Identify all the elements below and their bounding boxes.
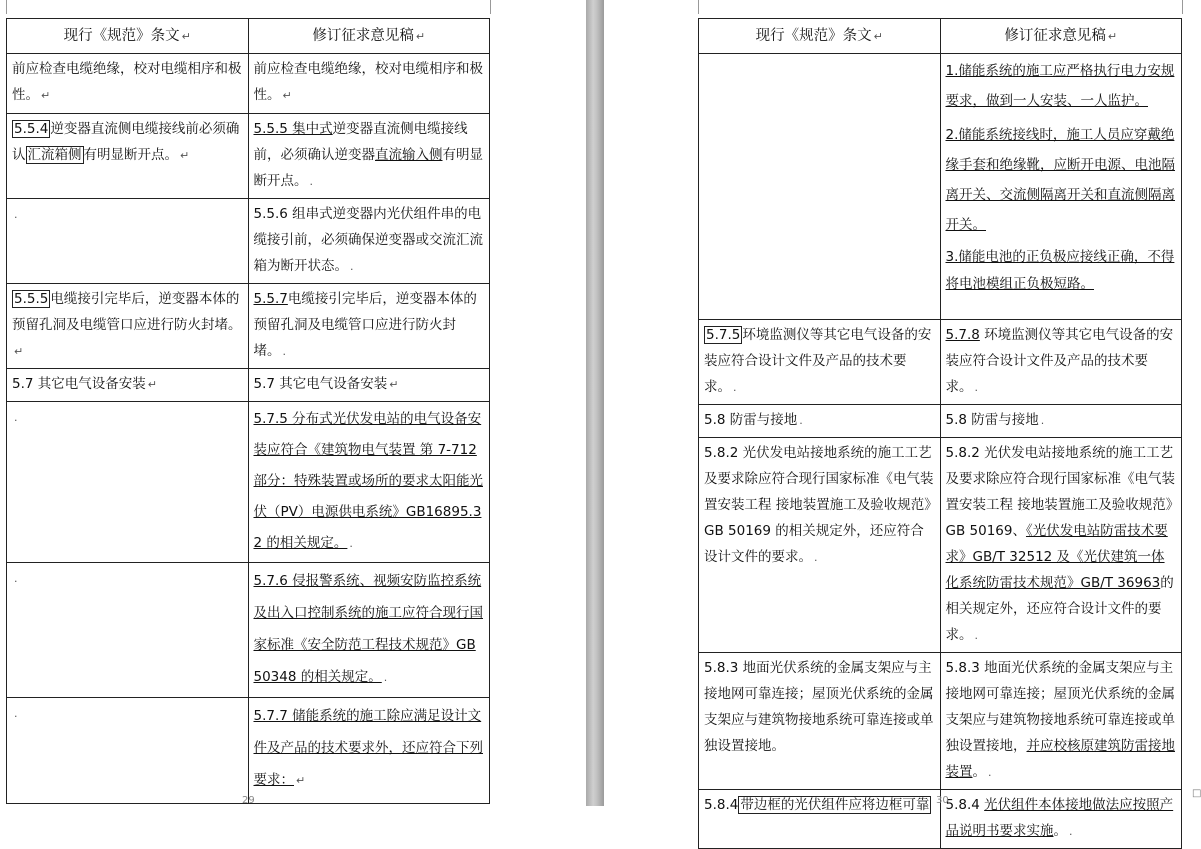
table-row	[699, 438, 1182, 653]
page-number: 30	[936, 795, 949, 806]
header-revision-draft: 修订征求意见稿 ↵	[940, 19, 1182, 54]
table-row	[7, 284, 490, 369]
table-cell: 5.7.7 储能系统的施工除应满足设计文件及产品的技术要求外，还应符合下列要求： ↵	[248, 698, 490, 804]
table-row	[7, 402, 490, 563]
table-cell: 5.7 其它电气设备安装 ↵	[7, 369, 249, 402]
table-cell: .	[7, 199, 249, 284]
comparison-table-left	[6, 18, 490, 804]
clause-number: 5.5.4	[14, 121, 49, 137]
table-row	[7, 369, 490, 402]
header-revision-draft: 修订征求意见稿 ↵	[248, 19, 490, 54]
table-cell: 5.8.3 地面光伏系统的金属支架应与主接地网可靠连接；屋顶光伏系统的金属支架应与建筑物接地系统可靠连接或单独设置接地。	[699, 653, 941, 790]
table-header-row	[699, 19, 1182, 54]
list-item: 1.储能系统的施工应严格执行电力安规要求，做到一人安装、一人监护。	[945, 63, 1175, 109]
table-cell: 5.8.3 地面光伏系统的金属支架应与主接地网可靠连接；屋顶光伏系统的金属支架应与建筑物接地系统可靠连接或单独设置接地，并应校核原建筑防雷接地装置。 .	[940, 653, 1182, 790]
table-cell: 5.8.4 光伏组件本体接地做法应按照产品说明书要求实施。 .	[940, 790, 1182, 849]
table-cell: 5.7 其它电气设备安装 ↵	[248, 369, 490, 402]
table-cell	[940, 54, 1182, 320]
page-edge	[1182, 0, 1183, 14]
table-cell: .	[7, 563, 249, 698]
table-cell: 5.5.6 组串式逆变器内光伏组件串的电缆接引前，必须确保逆变器或交流汇流箱为断开状态。 .	[248, 199, 490, 284]
table-cell	[699, 54, 941, 320]
table-row	[699, 405, 1182, 438]
page-edge	[6, 0, 7, 14]
table-cell: 5.5.5 电缆接引完毕后，逆变器本体的预留孔洞及电缆管口应进行防火封堵。↵	[7, 284, 249, 369]
header-current-clause: 现行《规范》条文 ↵	[7, 19, 249, 54]
page-edge	[698, 0, 699, 14]
table-cell: 5.8.2 光伏发电站接地系统的施工工艺及要求除应符合现行国家标准《电气装置安装工程 接地装置施工及验收规范》GB 50169、《光伏发电站防雷技术要求》GB/T 32512 及《光伏建筑一体化系统防雷技术规范》GB/T 36963的相关规定外，还应符合设计文件的要求。 .	[940, 438, 1182, 653]
table-cell: 5.8 防雷与接地 .	[940, 405, 1182, 438]
table-cell: 5.7.5 环境监测仪等其它电气设备的安装应符合设计文件及产品的技术要求。 .	[699, 320, 941, 405]
table-cell: .	[7, 402, 249, 563]
comparison-table-right	[698, 18, 1182, 849]
table-cell: 5.5.7电缆接引完毕后，逆变器本体的预留孔洞及电缆管口应进行防火封堵。 .	[248, 284, 490, 369]
clause-number: 5.5.5	[14, 291, 49, 307]
table-row	[7, 698, 490, 804]
table-row	[699, 54, 1182, 320]
page-gutter	[586, 0, 604, 806]
table-cell: 5.8.2 光伏发电站接地系统的施工工艺及要求除应符合现行国家标准《电气装置安装工程 接地装置施工及验收规范》GB 50169 的相关规定外，还应符合设计文件的要求。 .	[699, 438, 941, 653]
header-current-clause: 现行《规范》条文 ↵	[699, 19, 941, 54]
table-cell: 前应检查电缆绝缘，校对电缆相序和极性。 ↵	[248, 54, 490, 114]
table-cell: 5.5.4 逆变器直流侧电缆接线前必须确认 汇流箱侧 有明显断开点。 ↵	[7, 114, 249, 199]
right-page	[604, 0, 1201, 839]
table-row	[699, 320, 1182, 405]
page-number: 29	[242, 795, 255, 806]
table-row	[699, 653, 1182, 790]
table-row	[7, 114, 490, 199]
table-cell: 5.8.4 带边框的光伏组件应将边框可靠	[699, 790, 941, 849]
clause-number: 5.7.5	[706, 327, 741, 343]
table-cell: 5.5.5 集中式逆变器直流侧电缆接线前，必须确认逆变器直流输入侧有明显断开点。 .	[248, 114, 490, 199]
boxed-text: 带边框的光伏组件应将边框可靠	[740, 797, 930, 813]
page-edge	[490, 0, 491, 14]
table-header-row	[7, 19, 490, 54]
table-row	[7, 54, 490, 114]
corner-mark: □	[1192, 788, 1201, 799]
table-cell: .	[7, 698, 249, 804]
boxed-text: 汇流箱侧	[27, 147, 82, 163]
table-cell: 5.7.5 分布式光伏发电站的电气设备安装应符合《建筑物电气装置 第 7-712 部分：特殊装置或场所的要求太阳能光伏（PV）电源供电系统》GB16895.32 的相关规定。 .	[248, 402, 490, 563]
left-page	[0, 0, 586, 806]
list-item: 2.储能系统接线时，施工人员应穿戴绝缘手套和绝缘靴，应断开电源、电池隔离开关、交流侧隔离开关和直流侧隔离开关。	[945, 127, 1175, 233]
table-row	[7, 199, 490, 284]
table-cell: 5.7.8 环境监测仪等其它电气设备的安装应符合设计文件及产品的技术要求。 .	[940, 320, 1182, 405]
table-cell: 5.7.6 侵报警系统、视频安防监控系统及出入口控制系统的施工应符合现行国家标准《安全防范工程技术规范》GB 50348 的相关规定。 .	[248, 563, 490, 698]
table-row	[7, 563, 490, 698]
table-cell: 5.8 防雷与接地 .	[699, 405, 941, 438]
table-cell: 前应检查电缆绝缘，校对电缆相序和极性。 ↵	[7, 54, 249, 114]
list-item: 3.储能电池的正负极应接线正确，不得将电池模组正负极短路。	[945, 249, 1175, 292]
